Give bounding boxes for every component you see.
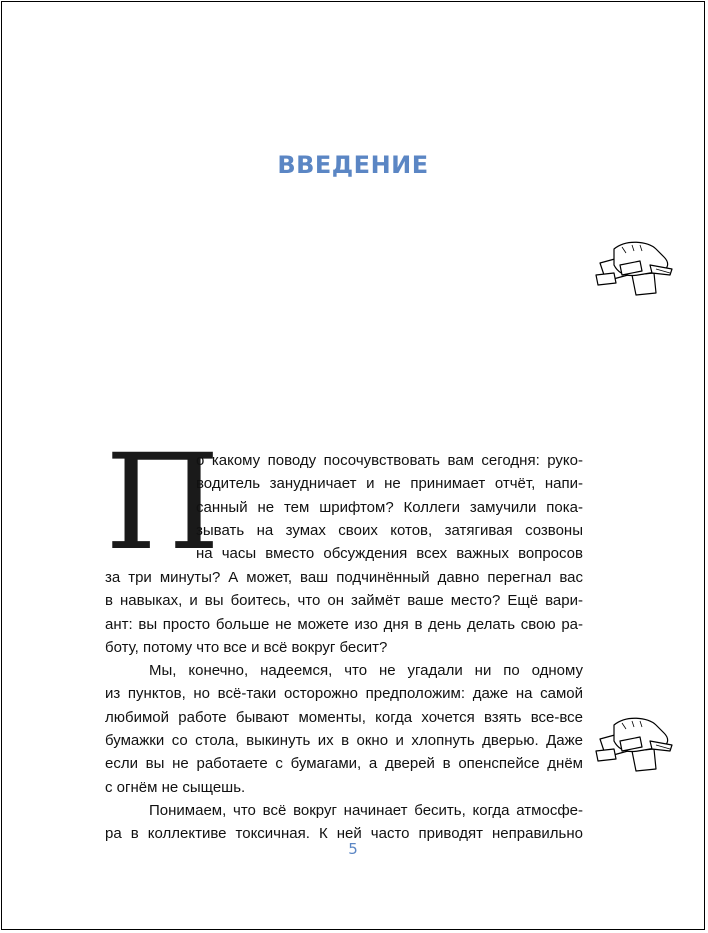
text-line: водитель занудничает и не принимает отчёт, напи- — [196, 475, 583, 493]
text-line: санный не тем шрифтом? Коллеги замучили пока- — [196, 498, 583, 516]
drop-cap: П — [105, 426, 221, 580]
text-line: Мы, конечно, надеемся, что не угадали ни по одному — [149, 662, 583, 680]
paper-pile-illustration — [592, 711, 680, 777]
text-line: любимой работе бывают моменты, когда хочется взять все-все — [105, 708, 583, 726]
text-line: ра в коллективе токсичная. К ней часто приводят неправильно — [105, 825, 583, 843]
page-number: 5 — [348, 840, 358, 858]
book-page — [1, 1, 705, 930]
text-line: на часы вместо обсуждения всех важных вопросов — [196, 545, 583, 563]
chapter-title: ВВЕДЕНИЕ — [277, 151, 429, 179]
text-line: о какому поводу посочувствовать вам сегодня: руко- — [196, 452, 583, 469]
text-line: из пунктов, но всё-таки осторожно предположим: даже на самой — [105, 685, 583, 703]
text-line: зывать на зумах своих котов, затягивая созвоны — [196, 521, 583, 539]
text-line: в навыках, и вы боитесь, что он займёт ваше место? Ещё вари- — [105, 592, 583, 610]
body-text — [105, 566, 583, 846]
paper-pile-illustration — [592, 235, 680, 301]
text-line: бумажки со стола, выкинуть их в окно и хлопнуть дверью. Даже — [105, 732, 583, 750]
text-line: если вы не работаете с бумагами, а дверей в опенспейсе днём — [105, 755, 583, 773]
text-line: боту, потому что все и всё вокруг бесит? — [105, 638, 388, 656]
text-line: ант: вы просто больше не можете изо дня в день делать свою ра- — [105, 615, 583, 633]
text-line: с огнём не сыщешь. — [105, 778, 246, 796]
text-line: Понимаем, что всё вокруг начинает бесить, когда атмосфе- — [149, 801, 583, 819]
text-line: за три минуты? А может, ваш подчинённый давно перегнал вас — [105, 569, 583, 586]
paragraph-1-drop-block — [196, 449, 583, 565]
